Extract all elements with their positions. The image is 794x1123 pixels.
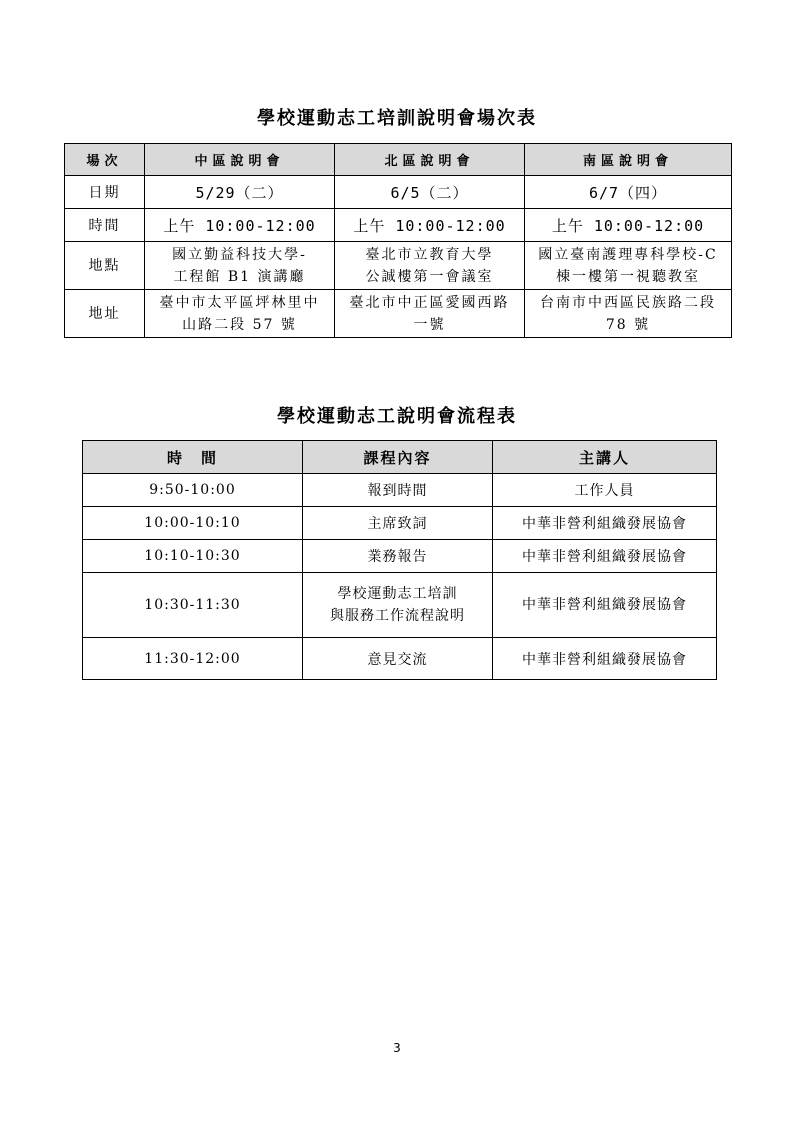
row-label-address: 地址 xyxy=(65,290,145,338)
venue-north xyxy=(335,242,525,290)
table-row xyxy=(65,242,732,290)
agenda-content xyxy=(303,540,493,573)
header-cell: 南區說明會 xyxy=(525,144,732,176)
date-north: 6/5（二） xyxy=(335,176,525,209)
venue-south xyxy=(525,242,732,290)
address-line: 臺北市中正區愛國西路 xyxy=(349,294,510,311)
address-central xyxy=(145,290,335,338)
agenda-content xyxy=(303,474,493,507)
agenda-table-title: 學校運動志工說明會流程表 xyxy=(277,406,517,427)
header-cell: 中區說明會 xyxy=(145,144,335,176)
agenda-content xyxy=(303,573,493,638)
table-header-row xyxy=(83,441,717,474)
agenda-time: 11:30-12:00 xyxy=(83,638,303,680)
table-header-row xyxy=(65,144,732,176)
time-south: 上午 10:00-12:00 xyxy=(525,209,732,242)
table-row xyxy=(83,507,717,540)
content-line: 與服務工作流程說明 xyxy=(330,608,465,624)
venue-line: 棟一樓第一視聽教室 xyxy=(556,268,700,285)
table-row xyxy=(83,638,717,680)
row-label-date: 日期 xyxy=(65,176,145,209)
time-central: 上午 10:00-12:00 xyxy=(145,209,335,242)
agenda-speaker: 中華非營利組織發展協會 xyxy=(493,638,717,680)
session-schedule-table xyxy=(64,143,732,338)
venue-line: 臺北市立教育大學 xyxy=(365,246,494,263)
address-line: 一號 xyxy=(413,316,446,333)
agenda-content xyxy=(303,507,493,540)
agenda-content xyxy=(303,638,493,680)
agenda-speaker: 中華非營利組織發展協會 xyxy=(493,573,717,638)
agenda-time: 9:50-10:00 xyxy=(83,474,303,507)
address-line: 台南市中西區民族路二段 xyxy=(540,294,716,311)
venue-line: 國立勤益科技大學- xyxy=(172,246,307,263)
table-row xyxy=(83,540,717,573)
content-line: 報到時間 xyxy=(367,483,428,499)
address-line: 臺中市太平區坪林里中 xyxy=(159,294,320,311)
header-cell: 主講人 xyxy=(493,441,717,474)
agenda-speaker: 中華非營利組織發展協會 xyxy=(493,540,717,573)
date-south: 6/7（四） xyxy=(525,176,732,209)
address-south xyxy=(525,290,732,338)
header-cell: 課程內容 xyxy=(303,441,493,474)
address-line: 山路二段 57 號 xyxy=(182,316,297,333)
table-row xyxy=(65,209,732,242)
venue-line: 工程館 B1 演講廳 xyxy=(173,268,306,285)
venue-line: 國立臺南護理專科學校-C xyxy=(538,246,718,263)
agenda-time: 10:00-10:10 xyxy=(83,507,303,540)
agenda-speaker: 工作人員 xyxy=(493,474,717,507)
agenda-time: 10:30-11:30 xyxy=(83,573,303,638)
header-cell: 場次 xyxy=(65,144,145,176)
venue-line: 公誠樓第一會議室 xyxy=(365,268,494,285)
agenda-speaker: 中華非營利組織發展協會 xyxy=(493,507,717,540)
address-line: 78 號 xyxy=(605,316,651,333)
date-central: 5/29（二） xyxy=(145,176,335,209)
table-row xyxy=(83,474,717,507)
table-row xyxy=(83,573,717,638)
address-north xyxy=(335,290,525,338)
content-line: 意見交流 xyxy=(367,651,428,668)
content-line: 業務報告 xyxy=(367,549,428,565)
agenda-table xyxy=(82,440,717,680)
venue-central xyxy=(145,242,335,290)
header-cell: 時 間 xyxy=(83,441,303,474)
row-label-venue: 地點 xyxy=(65,242,145,290)
table-row xyxy=(65,176,732,209)
session-table-title: 學校運動志工培訓說明會場次表 xyxy=(257,108,537,129)
content-line: 學校運動志工培訓 xyxy=(337,586,458,602)
time-north: 上午 10:00-12:00 xyxy=(335,209,525,242)
page-number: 3 xyxy=(393,1041,401,1055)
content-line: 主席致詞 xyxy=(367,516,428,532)
table-row xyxy=(65,290,732,338)
header-cell: 北區說明會 xyxy=(335,144,525,176)
row-label-time: 時間 xyxy=(65,209,145,242)
agenda-time: 10:10-10:30 xyxy=(83,540,303,573)
